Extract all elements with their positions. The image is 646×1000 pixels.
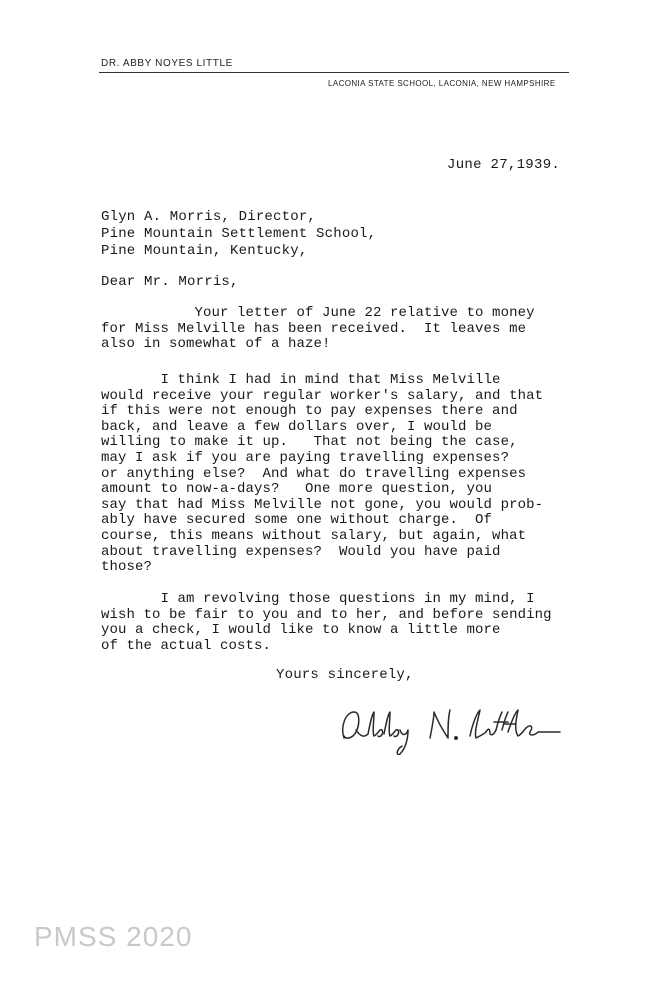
body-line: for Miss Melville has been received. It leaves me — [101, 320, 527, 337]
body-line: I think I had in mind that Miss Melville — [101, 372, 501, 388]
recipient-line: Pine Mountain Settlement School, — [101, 226, 377, 242]
body-line: would receive your regular worker's salary, and that — [101, 387, 544, 404]
paragraph-3 — [101, 592, 552, 654]
watermark: PMSS 2020 — [34, 921, 193, 952]
body-line: course, this means without salary, but again, what — [101, 527, 527, 544]
body-line: ably have secured some one without charge. Of — [101, 512, 493, 529]
body-line: willing to make it up. That not being the case, — [101, 434, 518, 451]
recipient-address — [101, 209, 376, 260]
body-line: of the actual costs. — [101, 637, 272, 654]
body-line: about travelling expenses? Would you have paid — [101, 543, 501, 560]
letterhead-name: DR. ABBY NOYES LITTLE — [101, 58, 233, 69]
body-line: wish to be fair to you and to her, and before sending — [101, 606, 552, 623]
closing: Yours sincerely, — [276, 667, 414, 683]
body-line: or anything else? And what do travelling expenses — [101, 465, 527, 482]
recipient-line: Glyn A. Morris, Director, — [101, 209, 317, 225]
body-line: amount to now-a-days? One more question, you — [101, 481, 493, 498]
letterhead-address: LACONIA STATE SCHOOL, LACONIA, NEW HAMPSHIRE — [328, 79, 556, 88]
body-line: I am revolving those questions in my mind, I — [101, 591, 535, 607]
body-line: also in somewhat of a haze! — [101, 336, 331, 353]
body-line: back, and leave a few dollars over, I would be — [101, 418, 493, 435]
recipient-line: Pine Mountain, Kentucky, — [101, 243, 308, 259]
paragraph-2 — [101, 373, 543, 576]
body-line: may I ask if you are paying travelling expenses? — [101, 449, 510, 466]
paragraph-1 — [101, 306, 535, 353]
body-line: if this were not enough to pay expenses there and — [101, 403, 518, 420]
letterhead-rule — [99, 72, 569, 73]
body-line: say that had Miss Melville not gone, you would prob- — [101, 496, 544, 513]
body-line: Your letter of June 22 relative to money — [101, 305, 535, 321]
letter-date: June 27,1939. — [447, 157, 561, 173]
body-line: those? — [101, 559, 153, 576]
handwritten-signature — [338, 700, 568, 760]
body-line: you a check, I would like to know a little more — [101, 622, 501, 639]
salutation: Dear Mr. Morris, — [101, 274, 239, 290]
